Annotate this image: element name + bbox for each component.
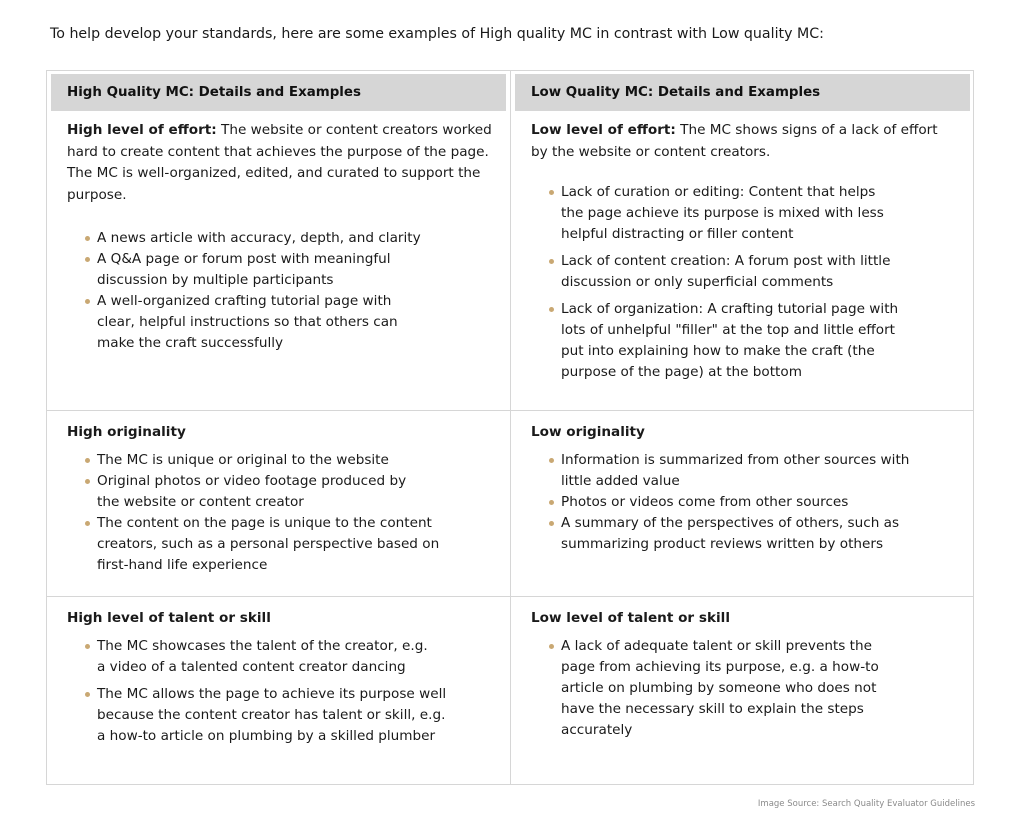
low-talent-cell <box>511 597 974 784</box>
bullet-icon <box>85 257 90 262</box>
low-effort-title: Low level of effort: <box>531 122 676 138</box>
list-item-text: A summary of the perspectives of others, such as summarizing product reviews written by others <box>561 515 900 552</box>
list-item-text: A Q&A page or forum post with meaningful discussion by multiple participants <box>97 251 391 288</box>
low-effort-description <box>531 120 954 163</box>
bullet-icon <box>85 644 90 649</box>
list-item-text: A well-organized crafting tutorial page with clear, helpful instructions so that others can make the craft successfully <box>97 293 398 351</box>
list-item <box>561 492 954 513</box>
list-item-text: Lack of content creation: A forum post with little discussion or only superficial comments <box>561 253 891 290</box>
high-originality-cell <box>47 411 511 597</box>
bullet-icon <box>85 299 90 304</box>
bullet-icon <box>85 521 90 526</box>
bullet-icon <box>85 479 90 484</box>
list-item-text: A news article with accuracy, depth, and clarity <box>97 230 421 246</box>
bullet-icon <box>549 500 554 505</box>
low-talent-list <box>531 636 954 741</box>
bullet-icon <box>85 692 90 697</box>
list-item-text: The content on the page is unique to the content creators, such as a personal perspective based on first-hand life experience <box>97 515 440 573</box>
list-item <box>97 291 490 354</box>
list-item <box>561 636 954 741</box>
bullet-icon <box>549 644 554 649</box>
low-effort-cell <box>511 71 974 411</box>
list-item <box>97 249 490 291</box>
bullet-icon <box>549 307 554 312</box>
list-item-text: The MC is unique or original to the website <box>97 452 389 468</box>
list-item <box>97 450 490 471</box>
list-item-text: Lack of curation or editing: Content that helps the page achieve its purpose is mixed with less helpful distracting or filler content <box>561 184 884 242</box>
high-effort-description <box>67 120 494 206</box>
high-effort-title: High level of effort: <box>67 122 217 138</box>
list-item <box>561 182 954 245</box>
list-item-text: Information is summarized from other sources with little added value <box>561 452 910 489</box>
list-item-text: The MC showcases the talent of the creator, e.g. a video of a talented content creator dancing <box>97 638 428 675</box>
bullet-icon <box>549 259 554 264</box>
high-originality-title: High originality <box>67 424 186 440</box>
high-quality-header: High Quality MC: Details and Examples <box>51 74 506 111</box>
list-item-text: Original photos or video footage produced by the website or content creator <box>97 473 407 510</box>
bullet-icon <box>85 458 90 463</box>
high-talent-cell <box>47 597 511 784</box>
intro-text: To help develop your standards, here are some examples of High quality MC in contrast with Low quality MC: <box>50 26 824 42</box>
list-item <box>561 299 954 383</box>
list-item-text: The MC allows the page to achieve its purpose well because the content creator has talent or skill, e.g. a how-to article on plumbing by a skilled plumber <box>97 686 447 744</box>
low-originality-list <box>531 450 954 555</box>
low-originality-title: Low originality <box>531 424 645 440</box>
bullet-icon <box>549 458 554 463</box>
bullet-icon <box>85 236 90 241</box>
bullet-icon <box>549 190 554 195</box>
high-effort-cell <box>47 71 511 411</box>
bullet-icon <box>549 521 554 526</box>
list-item <box>97 228 490 249</box>
list-item <box>561 450 954 492</box>
list-item-text: Lack of organization: A crafting tutorial page with lots of unhelpful "filler" at the top and little effort put into explaining how to make the craft (the purpose of the page) at the bottom <box>561 301 899 380</box>
high-originality-list <box>67 450 490 576</box>
low-originality-cell <box>511 411 974 597</box>
high-talent-title: High level of talent or skill <box>67 610 271 626</box>
high-effort-list <box>67 228 490 354</box>
list-item <box>97 471 490 513</box>
high-talent-list <box>67 636 490 747</box>
list-item <box>561 251 954 293</box>
comparison-table <box>46 70 974 785</box>
low-effort-list <box>531 182 954 383</box>
list-item <box>561 513 954 555</box>
image-source-caption: Image Source: Search Quality Evaluator Guidelines <box>757 799 975 809</box>
list-item-text: Photos or videos come from other sources <box>561 494 849 510</box>
high-effort-text: The website or content creators worked hard to create content that achieves the purpose of the page. The MC is well-organized, edited, and curated to support the purpose. <box>67 122 492 203</box>
list-item <box>97 513 490 576</box>
list-item <box>97 684 490 747</box>
list-item <box>97 636 490 678</box>
low-quality-header: Low Quality MC: Details and Examples <box>515 74 970 111</box>
low-effort-text: The MC shows signs of a lack of effort by the website or content creators. <box>531 122 938 160</box>
list-item-text: A lack of adequate talent or skill prevents the page from achieving its purpose, e.g. a how-to article on plumbing by someone who does not have the necessary skill to explain the steps accurately <box>561 638 879 738</box>
low-talent-title: Low level of talent or skill <box>531 610 730 626</box>
